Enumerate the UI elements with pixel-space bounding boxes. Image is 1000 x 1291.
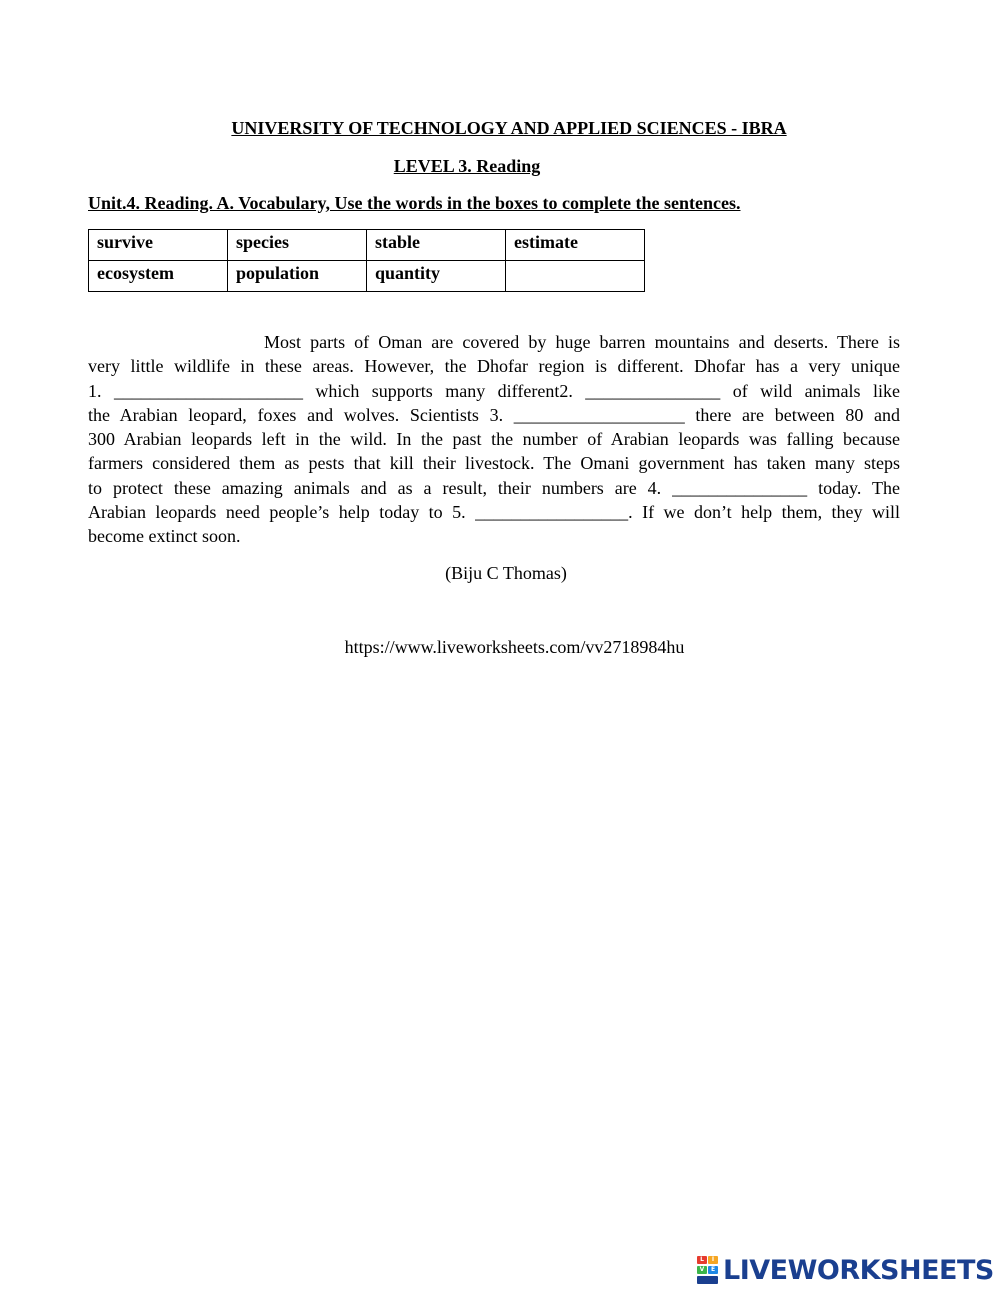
word-cell: stable <box>367 230 506 261</box>
word-cell: estimate <box>506 230 645 261</box>
author-credit: (Biju C Thomas) <box>445 563 567 583</box>
source-url: https://www.liveworksheets.com/vv2718984hu <box>344 637 685 657</box>
passage-line: Arabian leopards need people’s help today to 5. _________________. If we don’t help them, they will <box>88 502 900 523</box>
word-cell: quantity <box>367 261 506 292</box>
logo-mark-letter: V <box>697 1266 707 1274</box>
word-cell: species <box>228 230 367 261</box>
liveworksheets-logo-icon <box>697 1256 719 1284</box>
logo-mark-letter: L <box>697 1256 707 1264</box>
vocabulary-word-box <box>88 229 645 292</box>
liveworksheets-logo <box>697 1253 994 1287</box>
word-cell: population <box>228 261 367 292</box>
level-heading: LEVEL 3. Reading <box>393 156 541 176</box>
logo-mark-letter: I <box>708 1256 718 1264</box>
word-box-row <box>89 261 645 292</box>
passage-line: Most parts of Oman are covered by huge barren mountains and deserts. There is <box>264 332 900 352</box>
passage-line: 1. _____________________ which supports many different2. _______________ of wild animals like <box>88 380 900 401</box>
word-cell-empty <box>506 261 645 292</box>
reading-passage <box>88 330 900 549</box>
passage-line: to protect these amazing animals and as a result, their numbers are 4. _______________ today. The <box>88 477 900 498</box>
logo-mark-letter: E <box>708 1266 718 1274</box>
word-cell: survive <box>89 230 228 261</box>
passage-line: 300 Arabian leopards left in the wild. In the past the number of Arabian leopards was falling because <box>88 429 900 450</box>
passage-line: farmers considered them as pests that kill their livestock. The Omani government has taken many steps <box>88 453 900 474</box>
logo-mark-base <box>697 1276 718 1284</box>
word-box-row <box>89 230 645 261</box>
passage-line: very little wildlife in these areas. However, the Dhofar region is different. Dhofar has a very unique <box>88 356 900 377</box>
instructions-heading: Unit.4. Reading. A. Vocabulary, Use the words in the boxes to complete the sentences. <box>88 193 741 213</box>
passage-line: the Arabian leopard, foxes and wolves. Scientists 3. ___________________ there are between 80 and <box>88 404 900 425</box>
university-title: UNIVERSITY OF TECHNOLOGY AND APPLIED SCIENCES - IBRA <box>231 118 787 138</box>
liveworksheets-logo-text: LIVEWORKSHEETS <box>723 1254 994 1286</box>
passage-line: become extinct soon. <box>88 526 241 547</box>
word-cell: ecosystem <box>89 261 228 292</box>
